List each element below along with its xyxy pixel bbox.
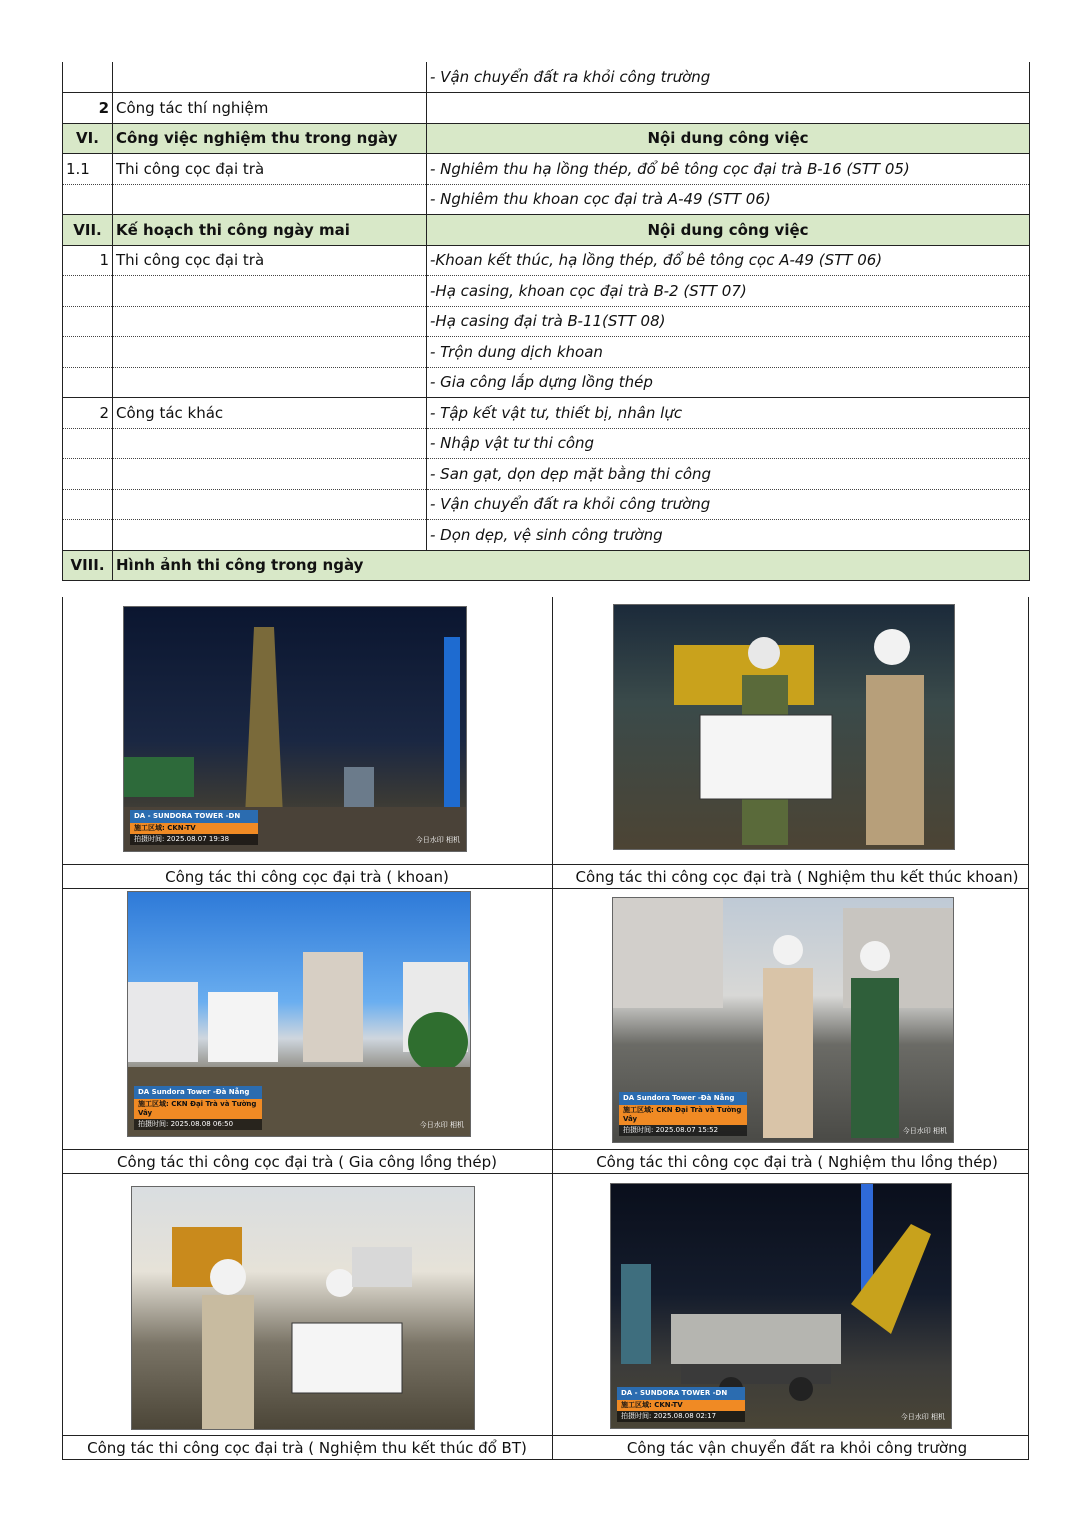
row-description: -Hạ casing, khoan cọc đại trà B-2 (STT 07)	[427, 276, 1030, 307]
row-item	[113, 184, 427, 215]
row-description: - Nhập vật tư thi công	[427, 428, 1030, 459]
row-description: - Gia công lắp dựng lồng thép	[427, 367, 1030, 398]
site-photo-drilling-night	[123, 606, 467, 852]
row-item: Thi công cọc đại trà	[113, 245, 427, 276]
section-title: Kế hoạch thi công ngày mai	[113, 215, 427, 246]
row-number: 1.1	[63, 154, 113, 185]
stamp-time: 拍摄时间: 2025.08.08 06:50	[134, 1119, 262, 1130]
stamp-brand: DA - SUNDORA TOWER -DN	[130, 810, 258, 823]
row-number: 2	[63, 398, 113, 429]
photo-caption: Công tác thi công cọc đại trà ( Nghiệm thu kết thúc khoan)	[575, 868, 1019, 886]
row-item	[113, 489, 427, 520]
table-row	[63, 276, 1030, 307]
site-photo-cage-fabrication	[127, 891, 471, 1137]
row-item	[113, 276, 427, 307]
photo-stamp	[130, 810, 258, 845]
section-title: Công việc nghiệm thu trong ngày	[113, 123, 427, 154]
photo-caption: Công tác thi công cọc đại trà ( Nghiệm thu lồng thép)	[596, 1153, 998, 1171]
daily-report-table	[62, 62, 1029, 581]
section-content-header: Nội dung công việc	[427, 123, 1030, 154]
row-description: -Khoan kết thúc, hạ lồng thép, đổ bê tông cọc A-49 (STT 06)	[427, 245, 1030, 276]
row-number	[63, 306, 113, 337]
watermark: 今日水印 相机	[419, 1121, 464, 1129]
section-content-header: Nội dung công việc	[427, 215, 1030, 246]
table-row	[63, 459, 1030, 490]
table-row	[63, 154, 1030, 185]
row-number	[63, 62, 113, 93]
row-number	[63, 276, 113, 307]
stamp-brand: DA Sundora Tower -Đà Nẵng	[134, 1086, 262, 1099]
photo-stamp	[134, 1086, 262, 1130]
row-description: - Vận chuyển đất ra khỏi công trường	[427, 62, 1030, 93]
row-number	[63, 184, 113, 215]
table-row	[63, 428, 1030, 459]
table-row	[63, 62, 1030, 93]
section-title: Hình ảnh thi công trong ngày	[113, 550, 1030, 581]
watermark: 今日水印 相机	[415, 836, 460, 844]
stamp-location: 施工区域: CKN Đại Trà và Tường Vây	[619, 1105, 747, 1125]
row-number	[63, 337, 113, 368]
table-row	[63, 93, 1030, 124]
row-item	[113, 459, 427, 490]
stamp-location: 施工区域: CKN-TV	[130, 823, 258, 834]
stamp-time: 拍摄时间: 2025.08.07 19:38	[130, 834, 258, 845]
row-item: Thi công cọc đại trà	[113, 154, 427, 185]
row-number	[63, 520, 113, 551]
table-row	[63, 489, 1030, 520]
row-description: - Nghiêm thu khoan cọc đại trà A-49 (STT 06)	[427, 184, 1030, 215]
table-row	[63, 367, 1030, 398]
row-number	[63, 428, 113, 459]
section-header-section6	[63, 123, 1030, 154]
row-number	[63, 489, 113, 520]
section-header-section8	[63, 550, 1030, 581]
section-number: VI.	[63, 123, 113, 154]
stamp-location: 施工区域: CKN Đại Trà và Tường Vây	[134, 1099, 262, 1119]
row-number: 1	[63, 245, 113, 276]
section-number: VIII.	[63, 550, 113, 581]
row-item	[113, 337, 427, 368]
table-row	[63, 184, 1030, 215]
row-description	[427, 93, 1030, 124]
stamp-brand: DA Sundora Tower -Đà Nẵng	[619, 1092, 747, 1105]
table-row	[63, 245, 1030, 276]
stamp-location: 施工区域: CKN-TV	[617, 1400, 745, 1411]
row-number	[63, 367, 113, 398]
row-item: Công tác thí nghiệm	[113, 93, 427, 124]
row-description: - Vận chuyển đất ra khỏi công trường	[427, 489, 1030, 520]
table-row	[63, 398, 1030, 429]
site-photo-cage-inspection	[612, 897, 954, 1143]
row-item	[113, 306, 427, 337]
row-description: -Hạ casing đại trà B-11(STT 08)	[427, 306, 1030, 337]
grid-divider	[552, 597, 553, 1459]
row-description: - Trộn dung dịch khoan	[427, 337, 1030, 368]
stamp-time: 拍摄时间: 2025.08.08 02:17	[617, 1411, 745, 1422]
photo-stamp	[619, 1092, 747, 1136]
site-photo-concrete-inspection	[131, 1186, 475, 1430]
row-item	[113, 520, 427, 551]
table-row	[63, 337, 1030, 368]
photo-caption: Công tác thi công cọc đại trà ( Nghiệm thu kết thúc đổ BT)	[87, 1439, 527, 1457]
row-item	[113, 367, 427, 398]
row-description: - Nghiêm thu hạ lồng thép, đổ bê tông cọc đại trà B-16 (STT 05)	[427, 154, 1030, 185]
section-number: VII.	[63, 215, 113, 246]
row-item	[113, 428, 427, 459]
stamp-time: 拍摄时间: 2025.08.07 15:52	[619, 1125, 747, 1136]
watermark: 今日水印 相机	[902, 1127, 947, 1135]
photo-caption: Công tác thi công cọc đại trà ( khoan)	[165, 868, 449, 886]
table-row	[63, 306, 1030, 337]
site-photo-soil-transport	[610, 1183, 952, 1429]
stamp-brand: DA - SUNDORA TOWER -DN	[617, 1387, 745, 1400]
row-description: - Tập kết vật tư, thiết bị, nhân lực	[427, 398, 1030, 429]
row-item	[113, 62, 427, 93]
row-description: - Dọn dẹp, vệ sinh công trường	[427, 520, 1030, 551]
site-photo-inspection-drilling	[613, 604, 955, 850]
photo-stamp	[617, 1387, 745, 1422]
row-number	[63, 459, 113, 490]
row-number: 2	[63, 93, 113, 124]
row-description: - San gạt, dọn dẹp mặt bằng thi công	[427, 459, 1030, 490]
photo-caption: Công tác vận chuyển đất ra khỏi công trường	[626, 1439, 968, 1457]
section-header-section7	[63, 215, 1030, 246]
photo-grid	[62, 597, 1029, 1460]
photo-caption: Công tác thi công cọc đại trà ( Gia công lồng thép)	[117, 1153, 497, 1171]
row-item: Công tác khác	[113, 398, 427, 429]
table-row	[63, 520, 1030, 551]
watermark: 今日水印 相机	[900, 1413, 945, 1421]
